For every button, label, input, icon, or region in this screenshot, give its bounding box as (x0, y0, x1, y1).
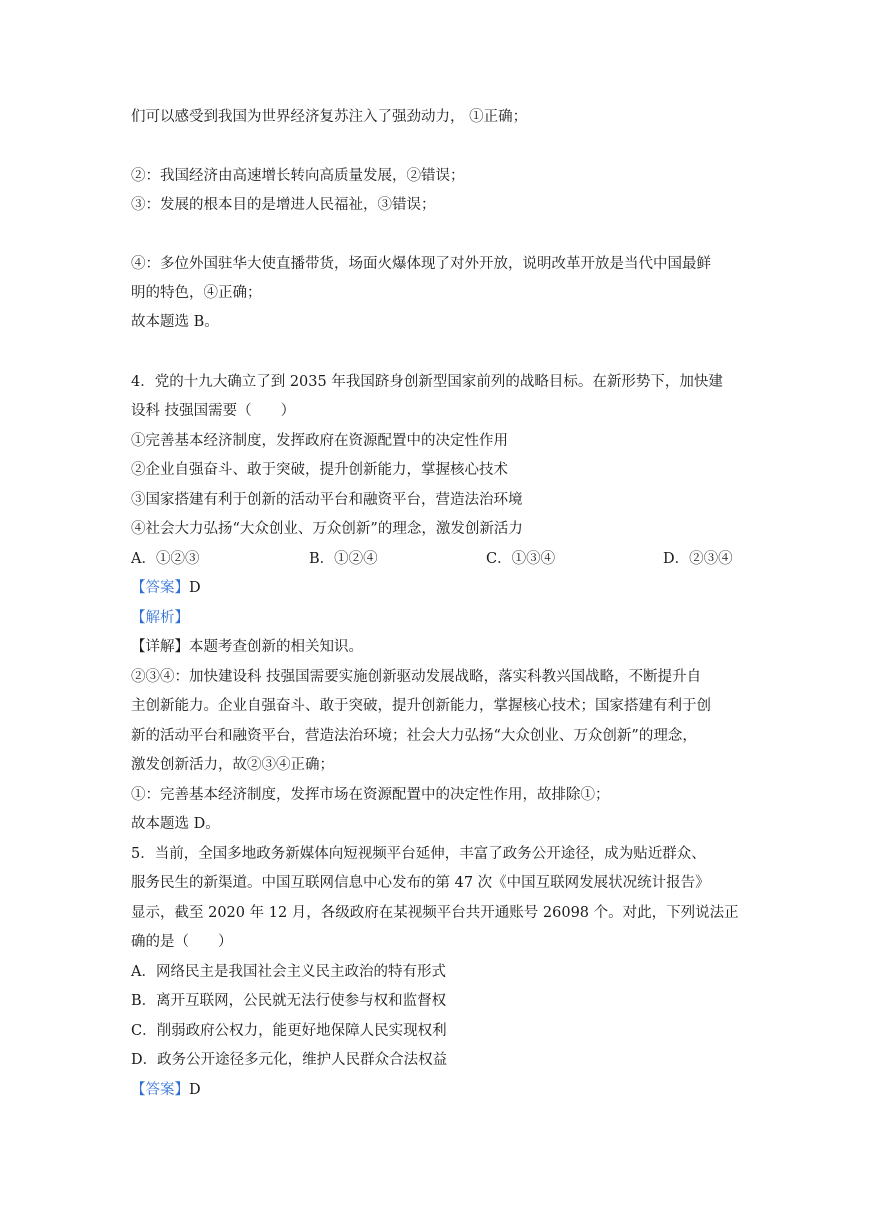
question-5-stem: 服务民生的新渠道。中国互联网信息中心发布的第 47 次《中国互联网发展状况统计报告》 (131, 875, 710, 891)
text-line: 们可以感受到我国为世界经济复苏注入了强劲动力， ①正确； (131, 109, 528, 125)
text-line: ④：多位外国驻华大使直播带货，场面火爆体现了对外开放，说明改革开放是当代中国最鲜 (131, 256, 711, 272)
answer-tag: 【答案】 (131, 1082, 189, 1098)
question-5-stem: 显示，截至 2020 年 12 月，各级政府在某视频平台共开通账号 26098 个。对此，下列说法正 (131, 905, 739, 921)
statement-2: ②企业自强奋斗、敢于突破，提升创新能力，掌握核心技术 (131, 462, 508, 478)
detail-tag: 【详解】 (131, 639, 189, 655)
statement-3: ③国家搭建有利于创新的活动平台和融资平台，营造法治环境 (131, 492, 523, 508)
question-5-stem: 5．当前，全国多地政务新媒体向短视频平台延伸，丰富了政务公开途径，成为贴近群众、 (131, 846, 706, 862)
option-a: A．网络民主是我国社会主义民主政治的特有形式 (131, 964, 446, 980)
question-4-stem: 设科 技强国需要（ ） (131, 403, 296, 419)
explanation-line: ②③④：加快建设科 技强国需要实施创新驱动发展战略，落实科教兴国战略，不断提升自 (131, 669, 702, 685)
text-line: 明的特色，④正确； (131, 285, 262, 301)
answer-value: D (189, 1082, 201, 1098)
answer-line (131, 578, 201, 598)
analysis-tag: 【解析】 (131, 610, 189, 626)
explanation-line: 故本题选 D。 (131, 816, 220, 832)
question-4-stem: 4．党的十九大确立了到 2035 年我国跻身创新型国家前列的战略目标。在新形势下，加快建 (131, 374, 723, 390)
text-line: ③：发展的根本目的是增进人民福祉，③错误； (131, 197, 436, 213)
question-5-stem: 确的是（ ） (131, 934, 233, 950)
detail-text: 本题考查创新的相关知识。 (189, 639, 363, 655)
explanation-line: 新的活动平台和融资平台，营造法治环境；社会大力弘扬“大众创业、万众创新”的理念， (131, 728, 697, 744)
option-a: A．①②③ (131, 551, 200, 567)
detail-line (131, 637, 363, 657)
statement-1: ①完善基本经济制度，发挥政府在资源配置中的决定性作用 (131, 433, 508, 449)
option-d: D．②③④ (663, 551, 733, 567)
answer-value: D (189, 580, 201, 596)
explanation-line: 激发创新活力，故②③④正确； (131, 757, 334, 773)
text-line: 故本题选 B。 (131, 314, 219, 330)
text-line: ②：我国经济由高速增长转向高质量发展，②错误； (131, 168, 465, 184)
option-d: D．政务公开途径多元化，维护人民群众合法权益 (131, 1052, 448, 1068)
option-b: B．①②④ (309, 551, 378, 567)
answer-tag: 【答案】 (131, 580, 189, 596)
analysis-line (131, 608, 189, 628)
answer-line (131, 1080, 201, 1100)
explanation-line: ①：完善基本经济制度，发挥市场在资源配置中的决定性作用，故排除①； (131, 787, 610, 803)
option-b: B．离开互联网，公民就无法行使参与权和监督权 (131, 993, 447, 1009)
option-c: C．①③④ (486, 551, 556, 567)
statement-4: ④社会大力弘扬“大众创业、万众创新”的理念，激发创新活力 (131, 521, 523, 537)
explanation-line: 主创新能力。企业自强奋斗、敢于突破，提升创新能力，掌握核心技术；国家搭建有利于创 (131, 698, 711, 714)
option-c: C．削弱政府公权力，能更好地保障人民实现权利 (131, 1023, 447, 1039)
